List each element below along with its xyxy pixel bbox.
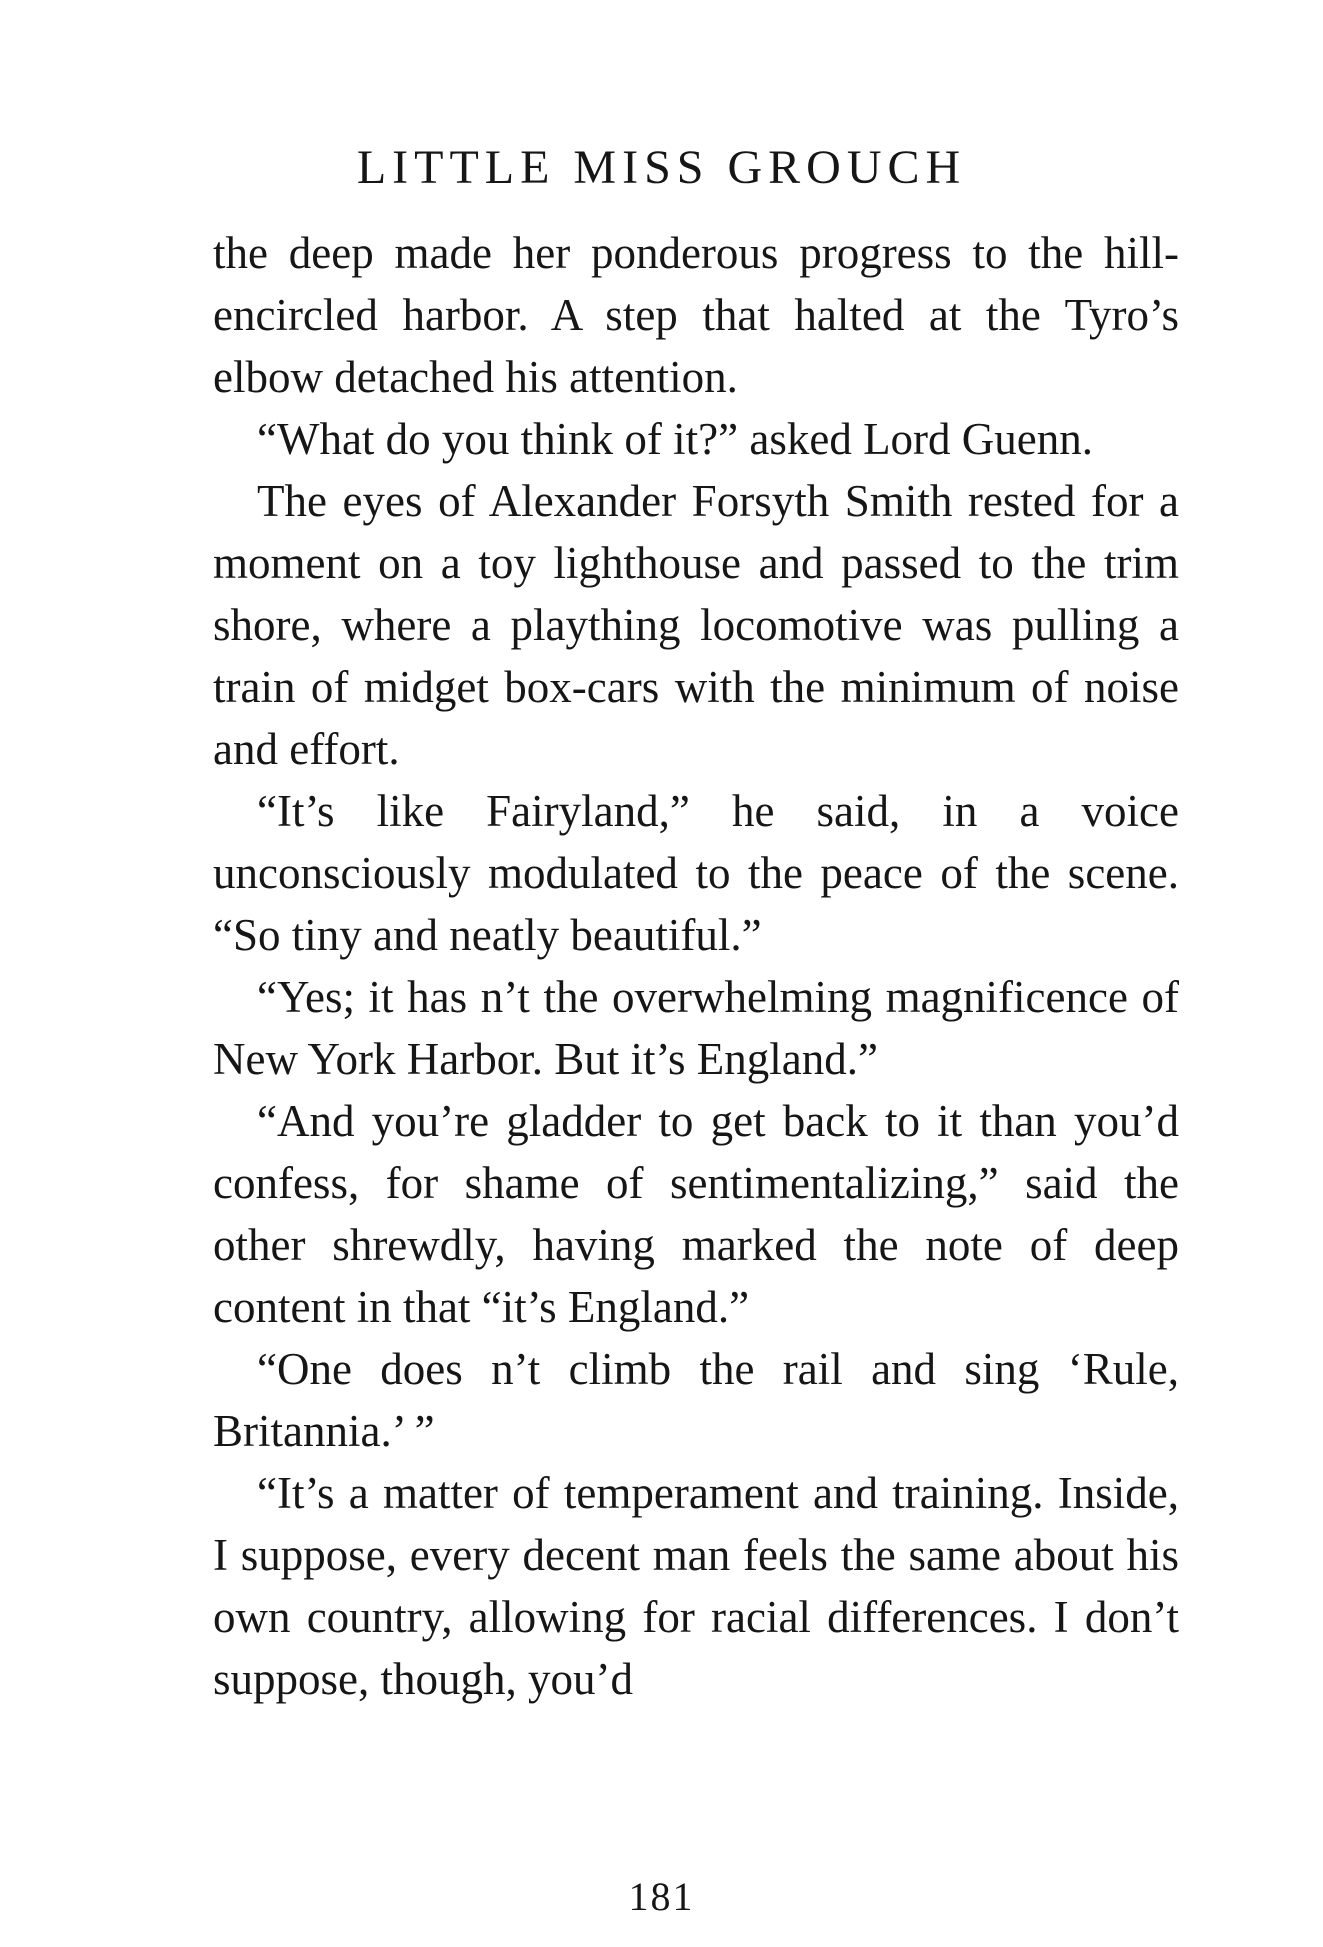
paragraph: “And you’re gladder to get back to it than you’d confess, for shame of sentimentalizing,” said the other shrewdly, having marked the note of deep content in that “it’s England.” (213, 1096, 1179, 1332)
paragraph: “One does n’t climb the rail and sing ‘Rule, Britannia.’ ” (213, 1344, 1179, 1456)
paragraph: “It’s a matter of temperament and training. Inside, I suppose, every decent man feels the same about his own country, allowing for racial differences. I don’t suppose, though, you’d (213, 1468, 1179, 1704)
paragraph: “Yes; it has n’t the overwhelming magnificence of New York Harbor. But it’s England.” (213, 972, 1179, 1084)
paragraph-continued: the deep made her ponderous progress to the hill-encircled harbor. A step that halted at the Tyro’s elbow detached his attention. (213, 228, 1179, 402)
body-text (213, 222, 1179, 1710)
running-head: LITTLE MISS GROUCH (356, 141, 967, 194)
paragraph: “What do you think of it?” asked Lord Guenn. (257, 414, 1094, 464)
paragraph: The eyes of Alexander Forsyth Smith rested for a moment on a toy lighthouse and passed to the trim shore, where a plaything locomotive was pulling a train of midget box-cars with the minimum of noise and effort. (213, 476, 1179, 774)
page-number: 181 (628, 1874, 695, 1919)
paragraph: “It’s like Fairyland,” he said, in a voice unconsciously modulated to the peace of the scene. “So tiny and neatly beautiful.” (213, 786, 1179, 960)
